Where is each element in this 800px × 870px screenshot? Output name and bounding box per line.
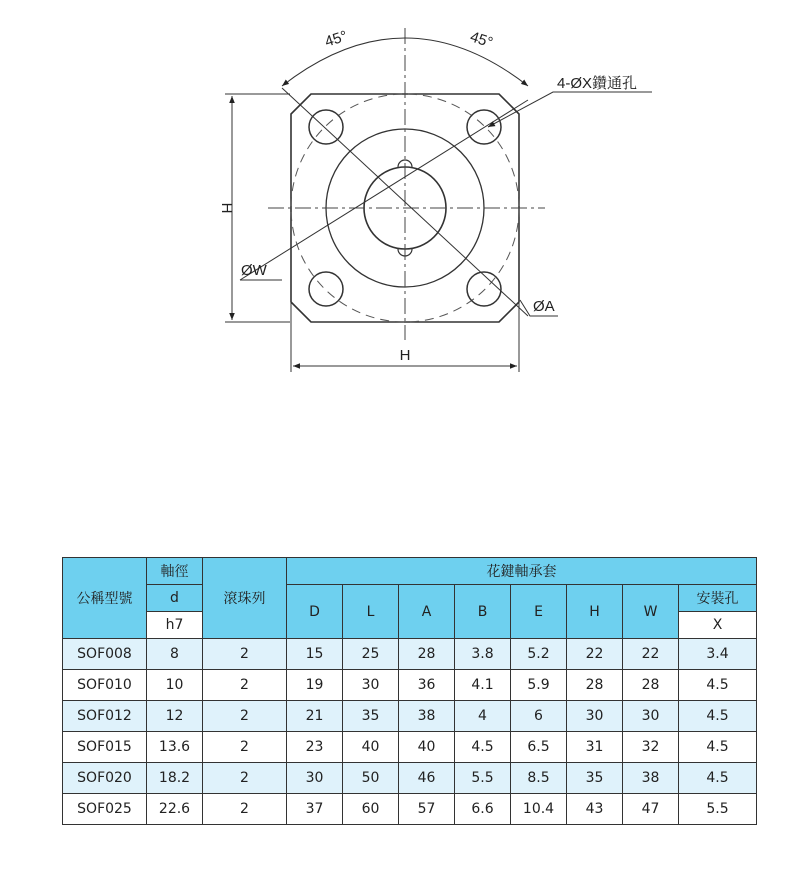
- cell-d: 12: [147, 701, 203, 732]
- cell-e: 5.2: [511, 639, 567, 670]
- cell-h: 30: [567, 701, 623, 732]
- cell-w: 47: [623, 794, 679, 825]
- angle-right-label: 45°: [468, 28, 495, 52]
- cell-w: 28: [623, 670, 679, 701]
- cell-a: 28: [399, 639, 455, 670]
- table-row: [63, 639, 757, 670]
- cell-d: 19: [287, 670, 343, 701]
- cell-e: 6: [511, 701, 567, 732]
- cell-model: SOF015: [63, 732, 147, 763]
- header-model: 公稱型號: [63, 558, 147, 639]
- cell-b: 4.5: [455, 732, 511, 763]
- cell-a: 57: [399, 794, 455, 825]
- header-col-d: D: [287, 585, 343, 639]
- dim-h-vertical-label: H: [218, 202, 235, 214]
- cell-d: 8: [147, 639, 203, 670]
- cell-balls: 2: [203, 732, 287, 763]
- header-mount: 安裝孔: [679, 585, 757, 612]
- cell-h: 22: [567, 639, 623, 670]
- cell-model: SOF008: [63, 639, 147, 670]
- flange-technical-drawing: [0, 0, 800, 420]
- header-col-e: E: [511, 585, 567, 639]
- cell-x: 3.4: [679, 639, 757, 670]
- cell-d: 22.6: [147, 794, 203, 825]
- cell-b: 5.5: [455, 763, 511, 794]
- header-col-l: L: [343, 585, 399, 639]
- cell-e: 8.5: [511, 763, 567, 794]
- cell-x: 4.5: [679, 670, 757, 701]
- cell-l: 35: [343, 701, 399, 732]
- header-shaft-sym: d: [147, 585, 203, 612]
- table-row: [63, 670, 757, 701]
- cell-w: 30: [623, 701, 679, 732]
- cell-d: 23: [287, 732, 343, 763]
- cell-e: 10.4: [511, 794, 567, 825]
- diagonal-lines: [240, 88, 528, 316]
- cell-b: 4.1: [455, 670, 511, 701]
- header-row-1: [63, 558, 757, 585]
- cell-model: SOF010: [63, 670, 147, 701]
- header-bearing: 花鍵軸承套: [287, 558, 757, 585]
- cell-a: 36: [399, 670, 455, 701]
- cell-w: 32: [623, 732, 679, 763]
- header-shaft: 軸徑: [147, 558, 203, 585]
- cell-x: 4.5: [679, 701, 757, 732]
- header-row-2: [63, 585, 757, 612]
- cell-a: 46: [399, 763, 455, 794]
- cell-x: 4.5: [679, 763, 757, 794]
- hole-callout-label: 4-ØX鑽通孔: [557, 75, 638, 92]
- cell-w: 22: [623, 639, 679, 670]
- cell-d: 21: [287, 701, 343, 732]
- cell-h: 28: [567, 670, 623, 701]
- mounting-hole: [309, 272, 343, 306]
- cell-e: 6.5: [511, 732, 567, 763]
- header-mount-sym: X: [679, 612, 757, 639]
- cell-balls: 2: [203, 639, 287, 670]
- cell-model: SOF012: [63, 701, 147, 732]
- table-row: [63, 701, 757, 732]
- cell-l: 25: [343, 639, 399, 670]
- mounting-hole: [467, 272, 501, 306]
- table-row: [63, 732, 757, 763]
- cell-d: 13.6: [147, 732, 203, 763]
- cell-model: SOF020: [63, 763, 147, 794]
- cell-x: 4.5: [679, 732, 757, 763]
- header-col-h: H: [567, 585, 623, 639]
- cell-l: 60: [343, 794, 399, 825]
- cell-l: 40: [343, 732, 399, 763]
- header-col-w: W: [623, 585, 679, 639]
- dim-a-label: ØA: [533, 298, 555, 315]
- mounting-hole: [309, 110, 343, 144]
- cell-b: 6.6: [455, 794, 511, 825]
- cell-w: 38: [623, 763, 679, 794]
- header-shaft-tol: h7: [147, 612, 203, 639]
- cell-d: 30: [287, 763, 343, 794]
- cell-balls: 2: [203, 794, 287, 825]
- cell-a: 40: [399, 732, 455, 763]
- cell-d: 15: [287, 639, 343, 670]
- cell-e: 5.9: [511, 670, 567, 701]
- cell-a: 38: [399, 701, 455, 732]
- cell-h: 31: [567, 732, 623, 763]
- cell-h: 35: [567, 763, 623, 794]
- angle-left-label: 45°: [322, 27, 350, 51]
- header-col-a: A: [399, 585, 455, 639]
- cell-balls: 2: [203, 763, 287, 794]
- table-row: [63, 763, 757, 794]
- cell-l: 50: [343, 763, 399, 794]
- dim-h-horizontal-label: H: [399, 347, 411, 364]
- header-col-b: B: [455, 585, 511, 639]
- cell-b: 4: [455, 701, 511, 732]
- cell-b: 3.8: [455, 639, 511, 670]
- table-row: [63, 794, 757, 825]
- cell-d: 10: [147, 670, 203, 701]
- cell-d: 18.2: [147, 763, 203, 794]
- header-rows: 滾珠列: [203, 558, 287, 639]
- cell-model: SOF025: [63, 794, 147, 825]
- cell-x: 5.5: [679, 794, 757, 825]
- cell-balls: 2: [203, 701, 287, 732]
- cell-l: 30: [343, 670, 399, 701]
- cell-h: 43: [567, 794, 623, 825]
- spec-table: [62, 557, 757, 825]
- cell-balls: 2: [203, 670, 287, 701]
- dim-w-label: ØW: [241, 262, 267, 279]
- cell-d: 37: [287, 794, 343, 825]
